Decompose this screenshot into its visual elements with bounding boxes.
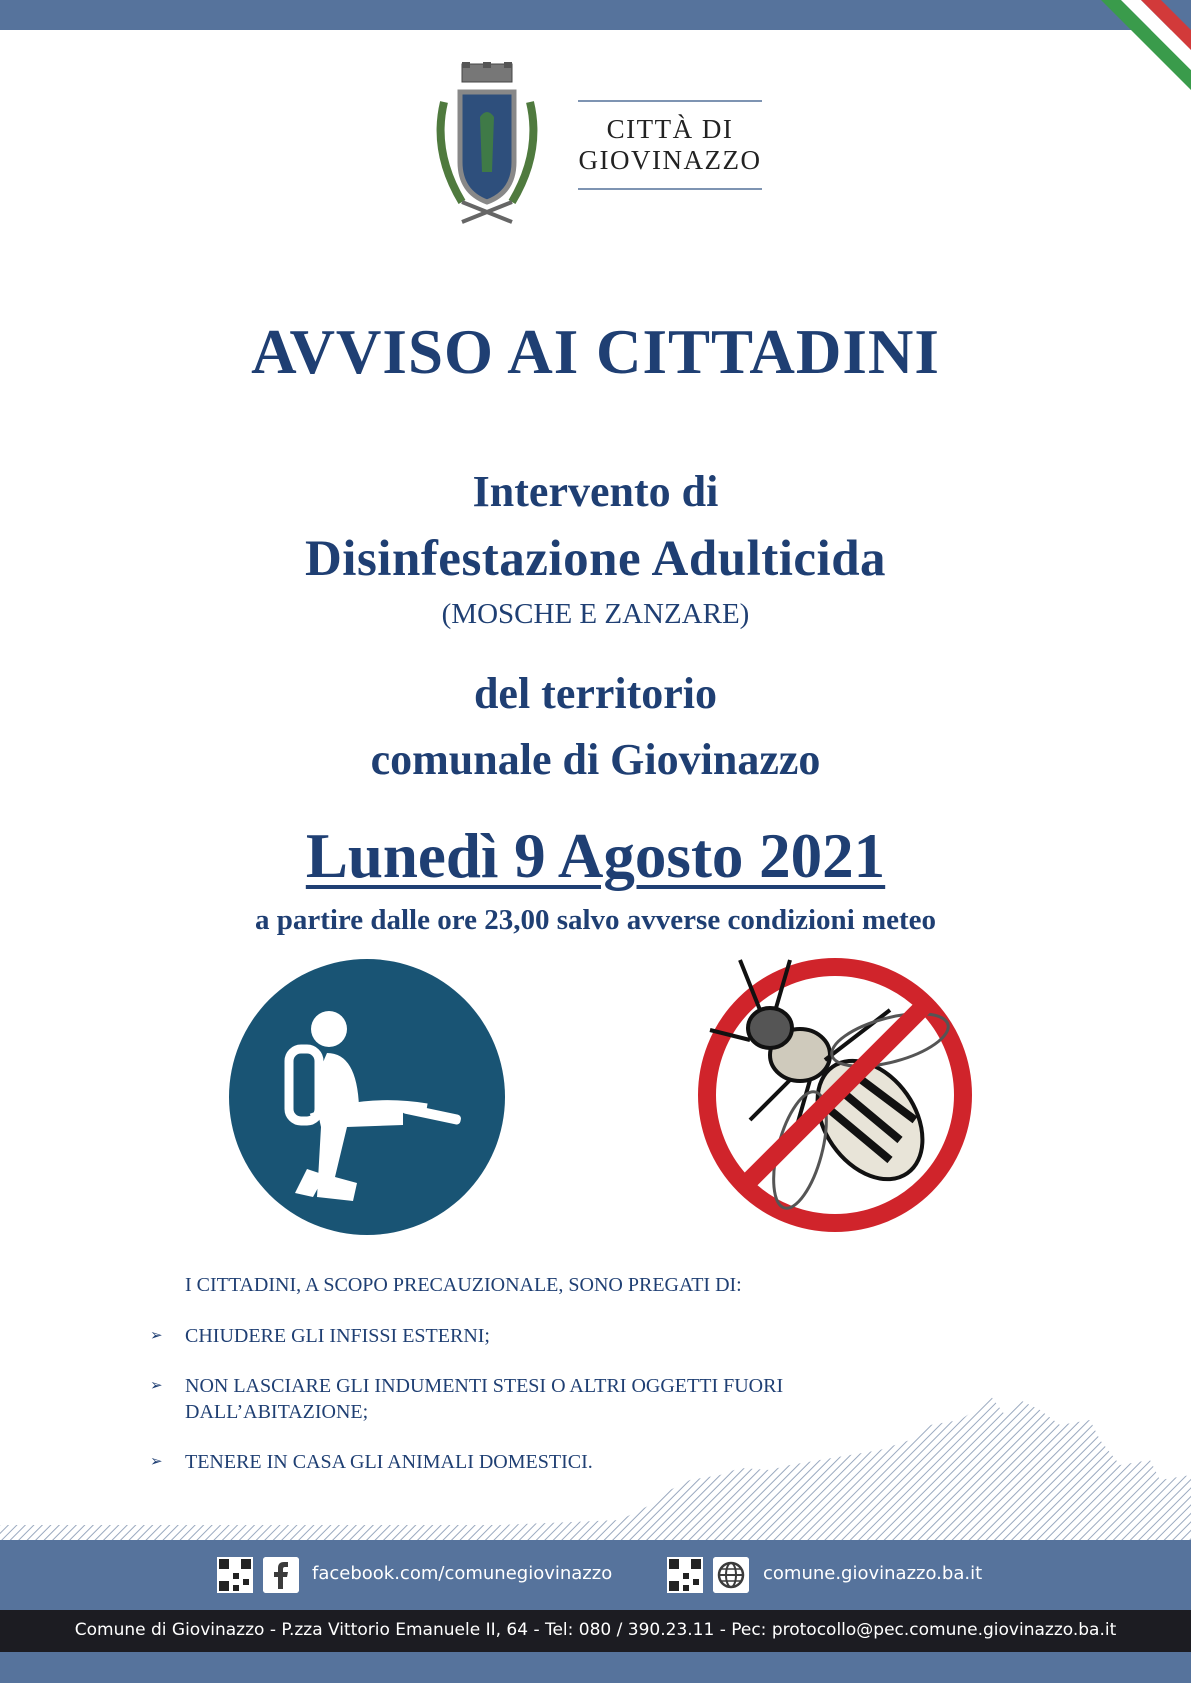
subtitle-line-4: del territorio xyxy=(473,669,718,718)
city-line-2: GIOVINAZZO xyxy=(578,145,762,175)
coat-of-arms-icon xyxy=(432,62,542,232)
divider xyxy=(578,100,762,102)
arrow-bullet-icon: ➢ xyxy=(150,1378,163,1394)
page-title: AVVISO AI CITTADINI xyxy=(251,317,940,387)
italian-flag-ribbon xyxy=(1081,0,1191,110)
qr-code-icon xyxy=(217,1557,253,1593)
city-name xyxy=(578,114,762,176)
divider xyxy=(578,188,762,190)
footer-address: Comune di Giovinazzo - P.zza Vittorio Emanuele II, 64 - Tel: 080 / 390.23.11 - Pec: protocollo@pec.comune.giovinazzo.ba.it xyxy=(74,1620,1117,1640)
subtitle-line-3: (MOSCHE E ZANZARE) xyxy=(441,598,750,630)
top-band xyxy=(0,0,1191,30)
website-link[interactable]: comune.giovinazzo.ba.it xyxy=(763,1563,983,1584)
subtitle-line-5: comunale di Giovinazzo xyxy=(370,735,821,784)
city-name-box xyxy=(578,100,762,190)
arrow-bullet-icon: ➢ xyxy=(150,1454,163,1470)
precautions-heading: I CITTADINI, A SCOPO PRECAUZIONALE, SONO PREGATI DI: xyxy=(185,1274,742,1296)
event-time: a partire dalle ore 23,00 salvo avverse condizioni meteo xyxy=(254,904,937,936)
event-date: Lunedì 9 Agosto 2021 xyxy=(305,821,886,891)
sprayer-person-icon xyxy=(227,957,507,1237)
qr-code-icon xyxy=(667,1557,703,1593)
no-insect-icon xyxy=(690,950,980,1240)
subtitle-line-2: Disinfestazione Adulticida xyxy=(304,531,887,587)
list-item-text: CHIUDERE GLI INFISSI ESTERNI; xyxy=(185,1325,490,1347)
facebook-link[interactable]: facebook.com/comunegiovinazzo xyxy=(312,1563,613,1584)
city-line-1: CITTÀ DI xyxy=(606,114,734,144)
list-item-text: TENERE IN CASA GLI ANIMALI DOMESTICI. xyxy=(185,1451,593,1473)
arrow-bullet-icon: ➢ xyxy=(150,1328,163,1344)
globe-icon[interactable] xyxy=(713,1557,749,1593)
city-skyline xyxy=(0,1380,1191,1540)
facebook-icon[interactable] xyxy=(263,1557,299,1593)
subtitle-line-1: Intervento di xyxy=(472,467,719,516)
list-item-text: NON LASCIARE GLI INDUMENTI STESI O ALTRI OGGETTI FUORI DALL’ABITAZIONE; xyxy=(185,1375,784,1423)
bottom-band xyxy=(0,1652,1191,1683)
